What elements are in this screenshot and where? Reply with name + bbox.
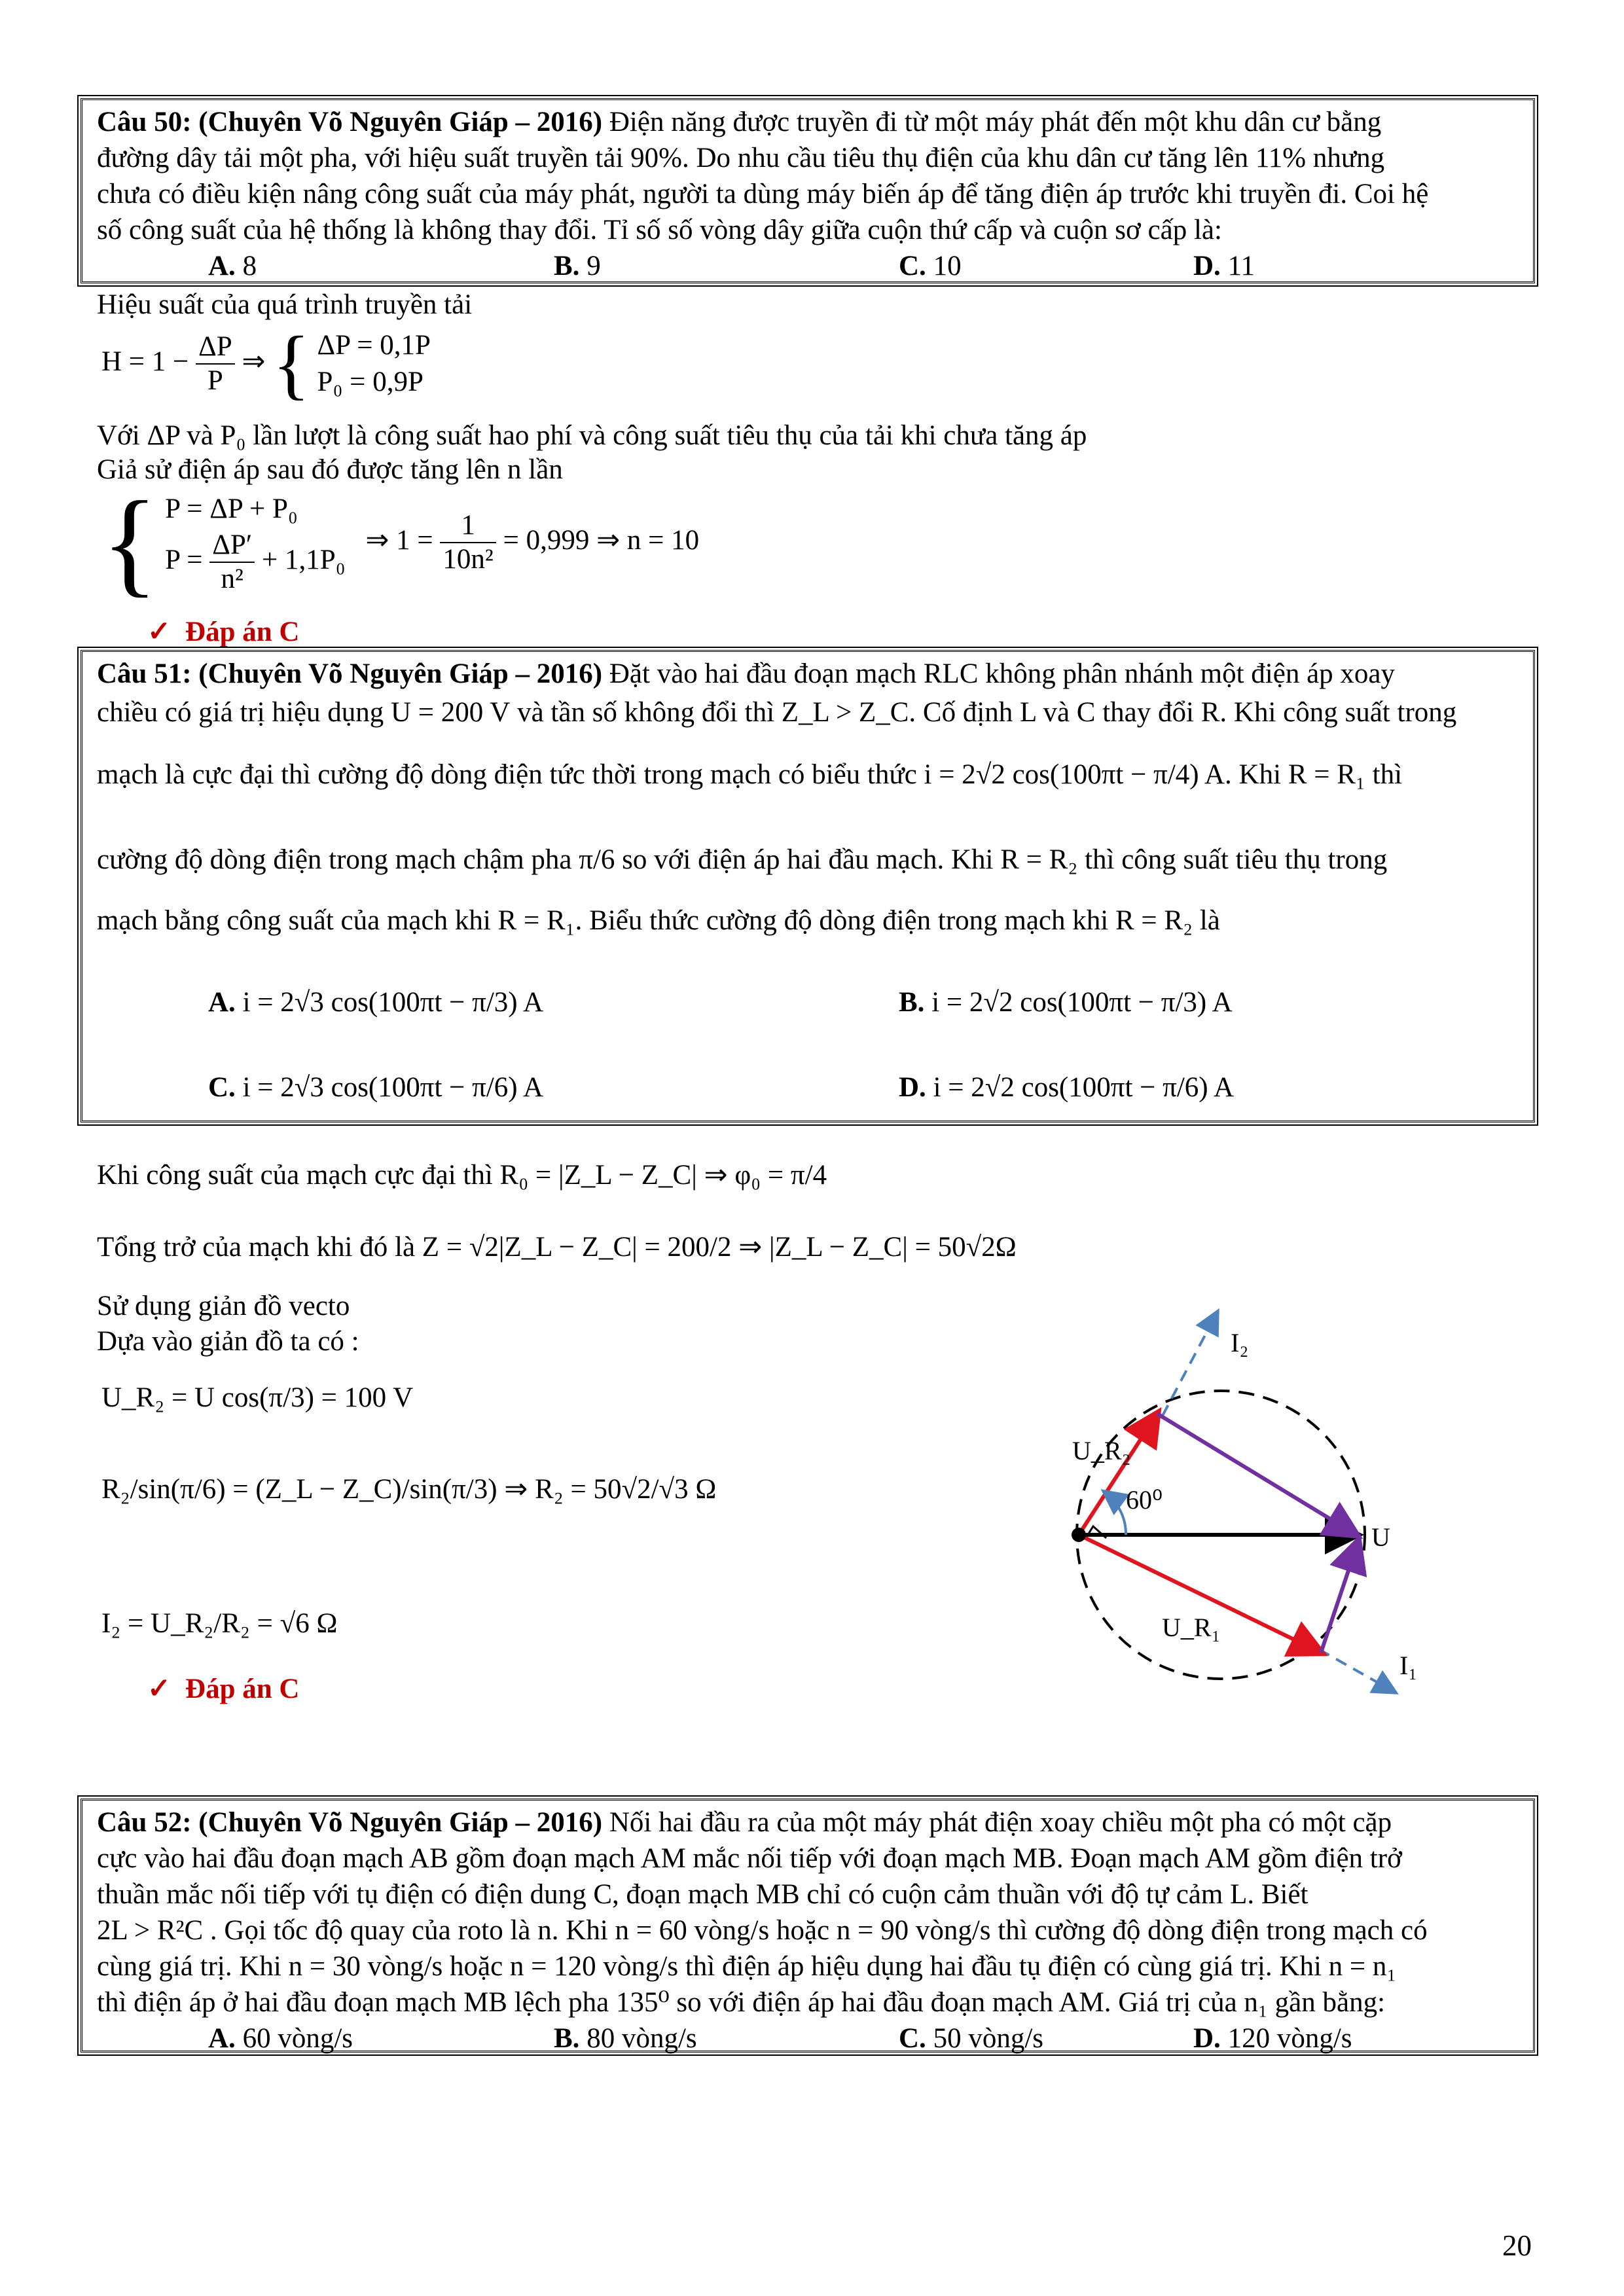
option-d: D. 11	[1193, 251, 1255, 281]
option-b: B. 80 vòng/s	[554, 2023, 697, 2054]
origin-dot	[1072, 1528, 1086, 1542]
option-c: C. 50 vòng/s	[899, 2023, 1043, 2054]
question-50-line-1	[97, 104, 1519, 140]
vector-ul-c-lower	[1321, 1541, 1358, 1653]
question-52-text-2: cực vào hai đầu đoạn mạch AB gồm đoạn mạch AM mắc nối tiếp với đoạn mạch MB. Đoạn mạch AM gồm điện trở	[97, 1843, 1402, 1874]
angle-arc	[1105, 1492, 1126, 1535]
question-52-text-3: thuần mắc nối tiếp với tụ điện có điện dung C, đoạn mạch MB chỉ có cuộn cảm thuần với độ tự cảm L. Biết	[97, 1879, 1308, 1910]
label-u: U	[1371, 1522, 1390, 1552]
option-c: C. 10	[899, 251, 962, 281]
check-icon: ✓	[147, 617, 171, 647]
question-52-line-1: Câu 52: (Chuyên Võ Nguyên Giáp – 2016) Nối hai đầu ra của một máy phát điện xoay chiều một pha có một cặp	[97, 1807, 1392, 1838]
solution-51-answer: ✓ Đáp án C	[147, 1674, 300, 1704]
question-50-text-1: Điện năng được truyền đi từ một máy phát đến một khu dân cư bằng	[609, 107, 1382, 137]
question-52-text-5: cùng giá trị. Khi n = 30 vòng/s hoặc n = 120 vòng/s thì điện áp hiệu dụng hai đầu tụ điện có cùng giá trị. Khi n = n₁	[97, 1951, 1397, 1982]
question-50-text-2: đường dây tải một pha, với hiệu suất truyền tải 90%. Do nhu cầu tiêu thụ điện của khu dân cư tăng lên 11% nhưng	[97, 143, 1385, 173]
option-c: C. i = 2√3 cos(100πt − π/6) A	[208, 1072, 544, 1103]
question-51-box	[81, 650, 1535, 1122]
option-a: A. 8	[208, 251, 257, 281]
question-50-source: (Chuyên Võ Nguyên Giáp – 2016)	[198, 107, 603, 137]
question-51-line-5: mạch bằng công suất của mạch khi R = R₁. Biểu thức cường độ dòng điện trong mạch khi R = R₂ là	[97, 905, 1220, 936]
vector-i1	[1319, 1649, 1394, 1692]
solution-50-line-3: Giả sử điện áp sau đó được tăng lên n lần	[97, 454, 563, 485]
vector-ur2	[1079, 1414, 1157, 1535]
question-51-line-3: mạch là cực đại thì cường độ dòng điện tức thời trong mạch có biểu thức i = 2√2 cos(100πt − π/4) A. Khi R = R₁ thì	[97, 759, 1403, 790]
option-a: A. 60 vòng/s	[208, 2023, 353, 2054]
question-51-line-4: cường độ dòng điện trong mạch chậm pha π/6 so với điện áp hai đầu mạch. Khi R = R₂ thì công suất tiêu thụ trong	[97, 844, 1388, 875]
solution-50-equation-h: H = 1 − $\frac{\Delta P}{P}$ ⇒ { ΔP = 0,1P P₀ = 0,9P	[101, 320, 431, 407]
solution-51-line-3: Sử dụng giản đồ vecto	[97, 1291, 350, 1321]
question-50-options	[97, 248, 1519, 284]
option-d: D. 120 vòng/s	[1193, 2023, 1352, 2054]
vector-ul-c-upper	[1157, 1414, 1356, 1535]
question-50-text-3: chưa có điều kiện nâng công suất của máy phát, người ta dùng máy biến áp để tăng điện áp trước khi truyền đi. Coi hệ	[97, 179, 1429, 209]
question-52-text-4: 2L > R²C . Gọi tốc độ quay của roto là n. Khi n = 60 vòng/s hoặc n = 90 vòng/s thì cường độ dòng điện trong mạch có	[97, 1915, 1428, 1946]
label-i2: I₂	[1231, 1328, 1249, 1357]
question-50-text-4: số công suất của hệ thống là không thay đổi. Tỉ số số vòng dây giữa cuộn thứ cấp và cuộn sơ cấp là:	[97, 215, 1222, 245]
label-ur2: U_R₂	[1072, 1436, 1131, 1465]
solution-50-answer: ✓ Đáp án C	[147, 617, 300, 647]
question-50-label: Câu 50:	[97, 107, 192, 137]
solution-50-line-1: Hiệu suất của quá trình truyền tải	[97, 289, 473, 320]
solution-50-system: { P = ΔP + P₀ P = $\frac{\Delta P'}{\text{n²}}$ + 1,1P₀ ⇒ 1 = $\frac{1}{\text{10n²}}$ = 0,999 ⇒ n = 10	[101, 477, 700, 607]
question-52-box	[81, 1799, 1535, 2053]
phasor-diagram	[1028, 1283, 1486, 1715]
option-a: A. i = 2√3 cos(100πt − π/3) A	[208, 987, 544, 1018]
solution-51-eq-1: U_R₂ = U cos(π/3) = 100 V	[101, 1382, 414, 1413]
solution-51-line-2: Tổng trở của mạch khi đó là Z = √2|Z_L − Z_C| = 200/2 ⇒ |Z_L − Z_C| = 50√2Ω	[97, 1232, 1017, 1263]
option-d: D. i = 2√2 cos(100πt − π/6) A	[899, 1072, 1235, 1103]
option-b: B. i = 2√2 cos(100πt − π/3) A	[899, 987, 1233, 1018]
page-number: 20	[1502, 2229, 1532, 2262]
solution-51-line-1: Khi công suất của mạch cực đại thì R₀ = |Z_L − Z_C| ⇒ φ₀ = π/4	[97, 1160, 827, 1191]
question-51-line-1: Câu 51: (Chuyên Võ Nguyên Giáp – 2016) Đặt vào hai đầu đoạn mạch RLC không phân nhánh một điện áp xoay	[97, 658, 1396, 689]
question-51-options-row-2	[97, 1069, 1519, 1105]
label-angle: 60⁰	[1126, 1485, 1163, 1515]
question-51-options-row-1	[97, 984, 1519, 1020]
label-i1: I₁	[1399, 1651, 1418, 1680]
solution-51-line-4: Dựa vào giản đồ ta có :	[97, 1326, 359, 1357]
solution-50-line-2: Với ΔP và P₀ lần lượt là công suất hao phí và công suất tiêu thụ của tải khi chưa tăng áp	[97, 420, 1087, 451]
question-50-box	[81, 98, 1535, 283]
solution-51-eq-2: R₂/sin(π/6) = (Z_L − Z_C)/sin(π/3) ⇒ R₂ = 50√2/√3 Ω	[101, 1474, 717, 1505]
question-52-text-6: thì điện áp ở hai đầu đoạn mạch MB lệch pha 135⁰ so với điện áp hai đầu đoạn mạch AM. Giá trị của n₁ gần bằng:	[97, 1987, 1386, 2018]
label-ur1: U_R₁	[1162, 1613, 1221, 1642]
option-b: B. 9	[554, 251, 601, 281]
solution-51-eq-3: I₂ = U_R₂/R₂ = √6 Ω	[101, 1608, 338, 1639]
question-51-line-2: chiều có giá trị hiệu dụng U = 200 V và tần số không đổi thì Z_L > Z_C. Cố định L và C thay đổi R. Khi công suất trong	[97, 697, 1457, 728]
check-icon: ✓	[147, 1674, 171, 1704]
question-52-options	[97, 2020, 1519, 2056]
